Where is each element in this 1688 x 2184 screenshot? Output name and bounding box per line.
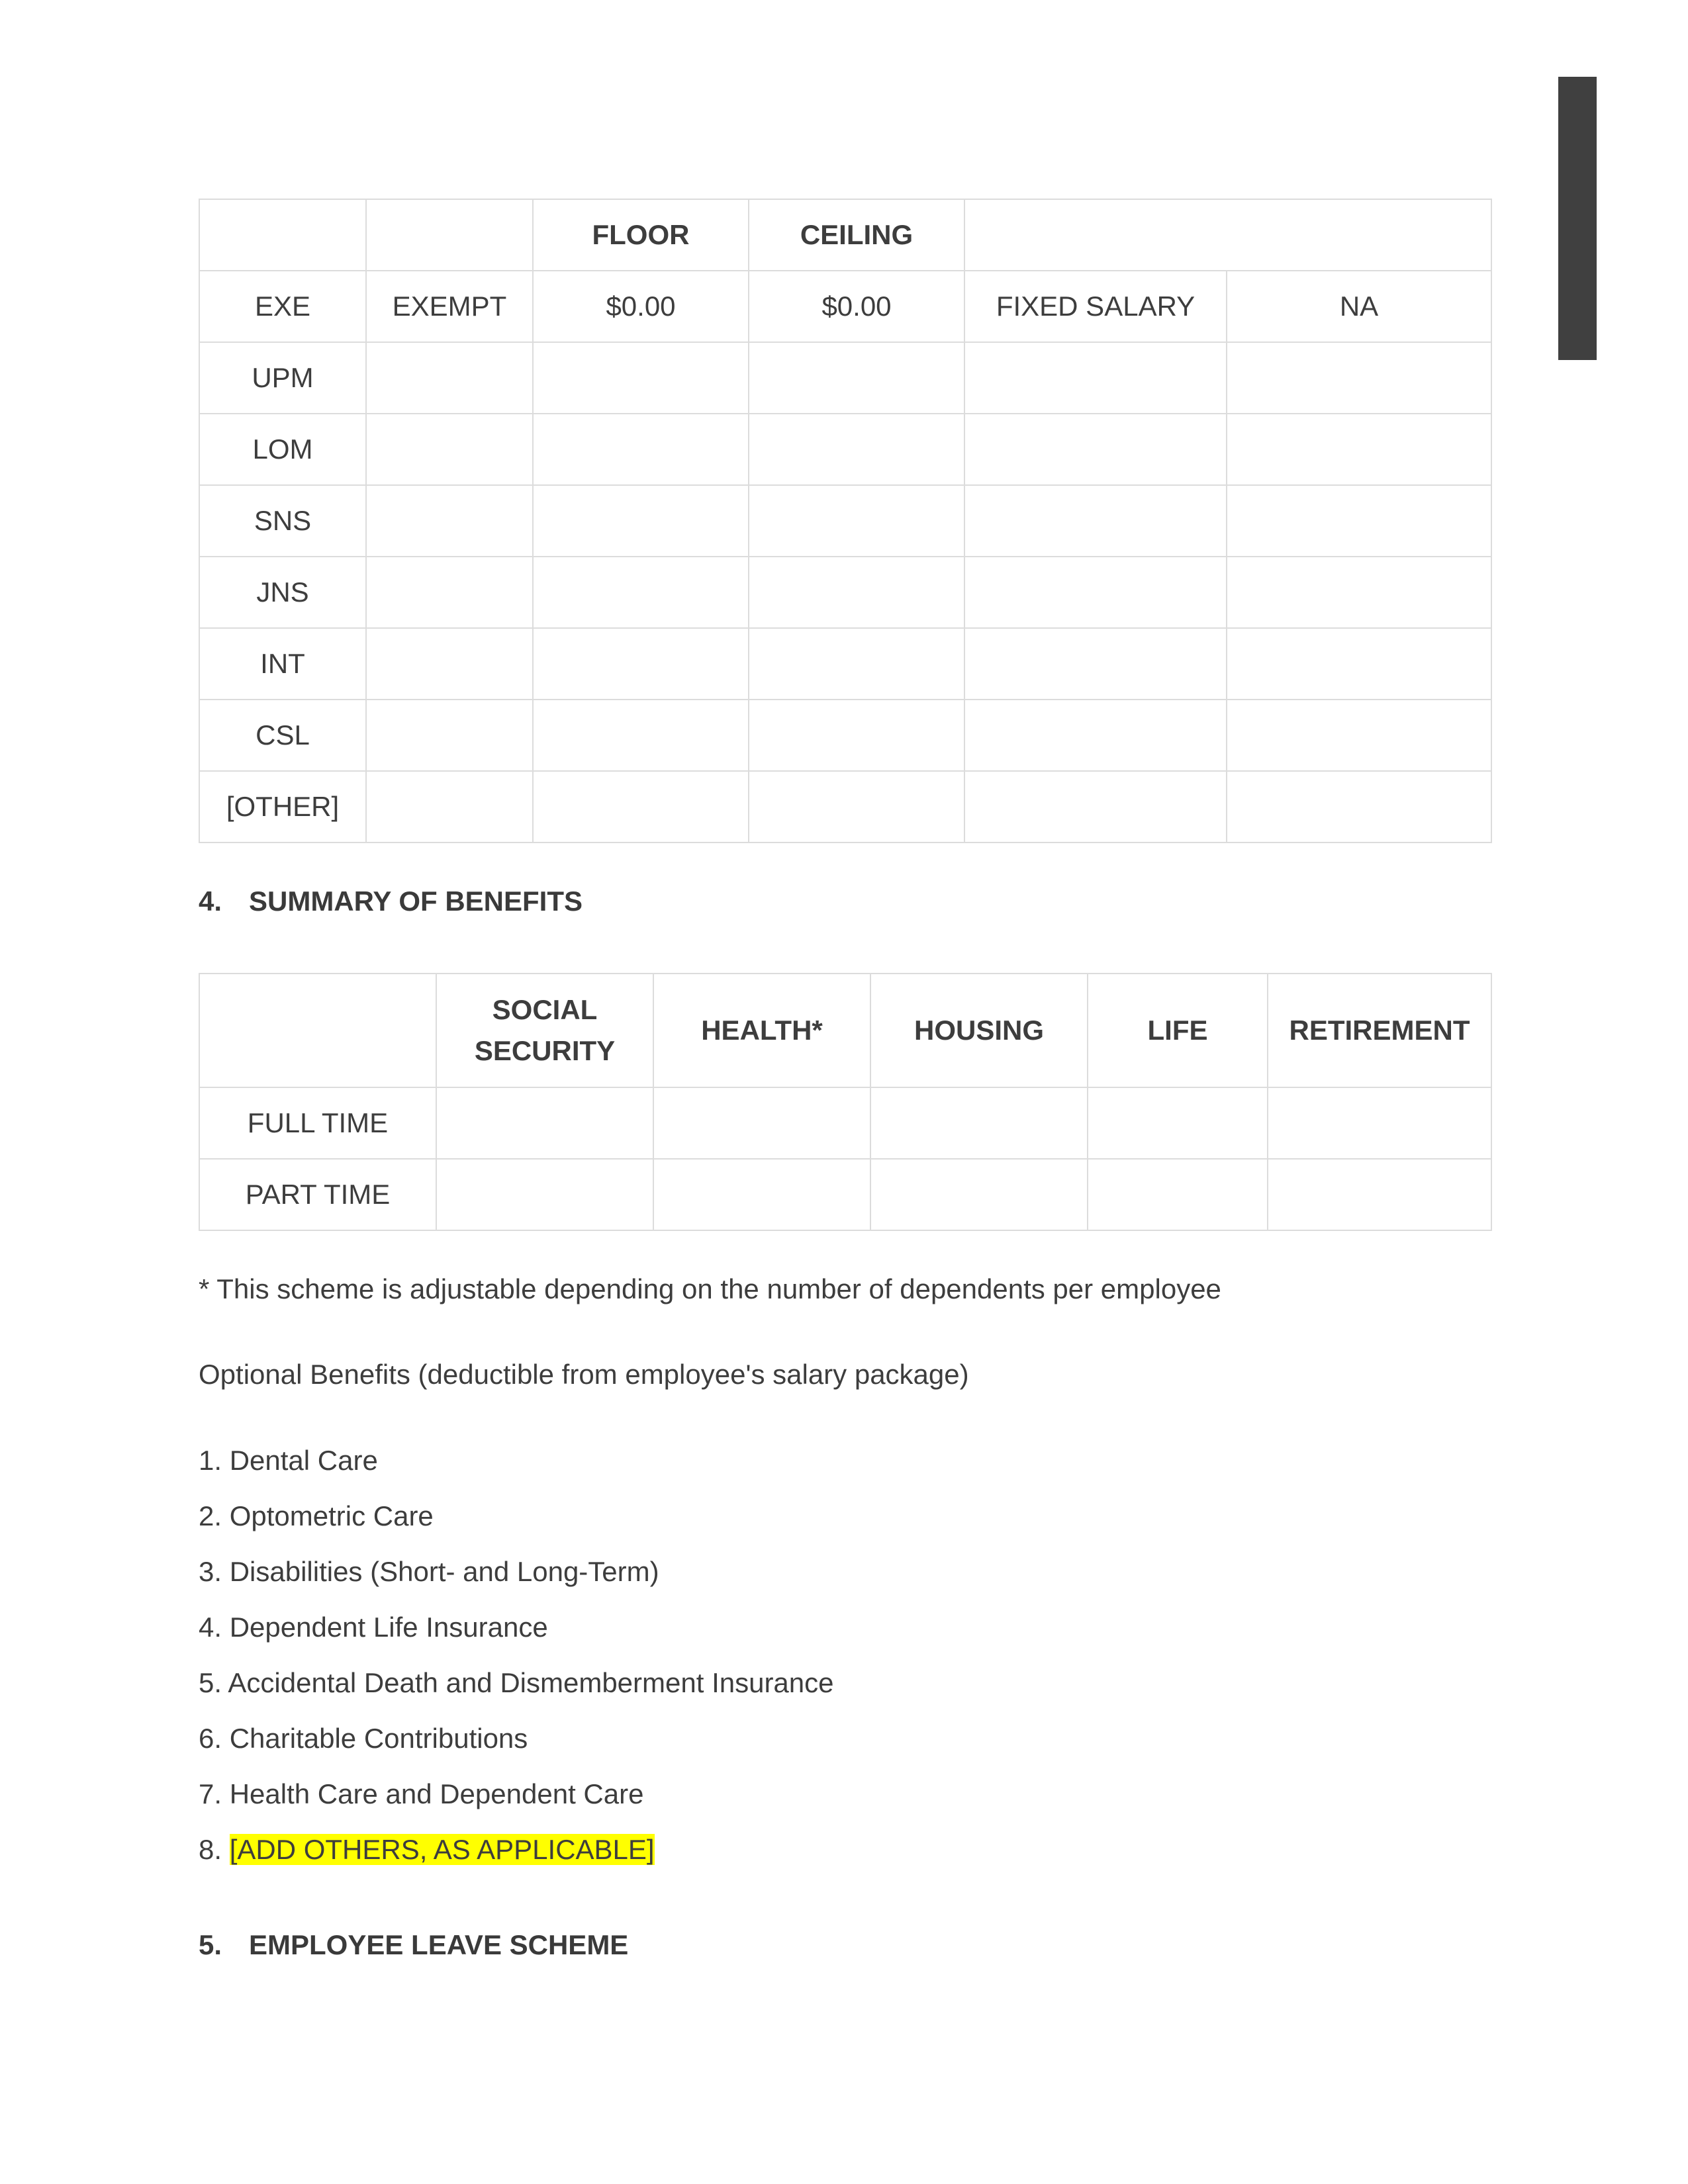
grade-code: CSL — [199, 700, 366, 771]
table-cell — [533, 700, 749, 771]
table-cell — [749, 414, 964, 485]
table-cell — [436, 1159, 653, 1230]
grade-code: [OTHER] — [199, 771, 366, 842]
header-floor: FLOOR — [533, 199, 749, 271]
item-text: Dental Care — [229, 1445, 378, 1476]
list-item — [199, 1444, 834, 1500]
list-item — [199, 1722, 834, 1778]
section-title: EMPLOYEE LEAVE SCHEME — [249, 1929, 629, 1960]
table-row — [199, 485, 1491, 557]
list-item — [199, 1833, 834, 1889]
table-row — [199, 271, 1491, 342]
table-cell — [964, 485, 1227, 557]
employment-type: FULL TIME — [199, 1087, 436, 1159]
header-cell — [366, 199, 533, 271]
table-cell — [964, 771, 1227, 842]
extra-value: NA — [1227, 271, 1491, 342]
grade-code: SNS — [199, 485, 366, 557]
ceiling-value: $0.00 — [749, 271, 964, 342]
table-cell — [366, 342, 533, 414]
item-number: 6. — [199, 1723, 222, 1754]
table-cell — [749, 628, 964, 700]
item-number: 8. — [199, 1834, 222, 1865]
table-cell — [653, 1159, 870, 1230]
table-cell — [533, 628, 749, 700]
list-item — [199, 1500, 834, 1555]
table-cell — [366, 771, 533, 842]
table-cell — [749, 485, 964, 557]
salary-type: FIXED SALARY — [964, 271, 1227, 342]
health-footnote: * This scheme is adjustable depending on the number of dependents per employee — [199, 1273, 1221, 1304]
table-cell — [749, 700, 964, 771]
section-heading-summary-of-benefits — [199, 886, 583, 917]
item-number: 1. — [199, 1445, 222, 1476]
salary-table — [199, 199, 1492, 843]
table-cell — [749, 342, 964, 414]
table-cell — [533, 414, 749, 485]
item-text: Health Care and Dependent Care — [229, 1778, 644, 1809]
item-number: 7. — [199, 1778, 222, 1809]
header-ceiling: CEILING — [749, 199, 964, 271]
table-row — [199, 771, 1491, 842]
table-cell — [749, 771, 964, 842]
benefits-header-row — [199, 974, 1491, 1087]
header-retirement: RETIREMENT — [1268, 974, 1491, 1087]
table-cell — [366, 414, 533, 485]
table-cell — [366, 557, 533, 628]
table-cell — [1227, 700, 1491, 771]
table-cell — [964, 342, 1227, 414]
header-social-security: SOCIAL SECURITY — [436, 974, 653, 1087]
grade-code: UPM — [199, 342, 366, 414]
header-cell — [964, 199, 1491, 271]
placeholder-highlight: [ADD OTHERS, AS APPLICABLE] — [229, 1834, 655, 1865]
table-cell — [653, 1087, 870, 1159]
table-cell — [1227, 557, 1491, 628]
item-text: Dependent Life Insurance — [229, 1612, 548, 1643]
optional-benefits-list — [199, 1444, 834, 1889]
item-text: Disabilities (Short- and Long-Term) — [229, 1556, 659, 1587]
list-item — [199, 1611, 834, 1666]
table-cell — [1227, 485, 1491, 557]
grade-code: EXE — [199, 271, 366, 342]
table-cell — [964, 414, 1227, 485]
header-health: HEALTH* — [653, 974, 870, 1087]
table-row — [199, 557, 1491, 628]
table-cell — [366, 485, 533, 557]
table-cell — [1227, 628, 1491, 700]
item-number: 5. — [199, 1667, 222, 1698]
table-cell — [870, 1159, 1088, 1230]
table-cell — [533, 342, 749, 414]
table-cell — [366, 700, 533, 771]
header-cell — [199, 199, 366, 271]
table-cell — [1227, 414, 1491, 485]
table-row — [199, 700, 1491, 771]
list-item — [199, 1666, 834, 1722]
item-number: 2. — [199, 1500, 222, 1531]
header-cell — [199, 974, 436, 1087]
table-cell — [964, 557, 1227, 628]
item-text: Accidental Death and Dismemberment Insurance — [228, 1667, 834, 1698]
list-item — [199, 1778, 834, 1833]
item-text: Optometric Care — [229, 1500, 434, 1531]
grade-code: JNS — [199, 557, 366, 628]
table-row — [199, 414, 1491, 485]
side-tab-marker — [1558, 77, 1597, 360]
floor-value: $0.00 — [533, 271, 749, 342]
item-number: 4. — [199, 1612, 222, 1643]
header-life: LIFE — [1088, 974, 1268, 1087]
table-cell — [1088, 1087, 1268, 1159]
header-housing: HOUSING — [870, 974, 1088, 1087]
table-row — [199, 628, 1491, 700]
table-cell — [366, 628, 533, 700]
benefits-table — [199, 973, 1492, 1231]
table-cell — [1227, 342, 1491, 414]
table-cell — [964, 700, 1227, 771]
table-cell — [749, 557, 964, 628]
table-cell — [533, 485, 749, 557]
table-row — [199, 1159, 1491, 1230]
table-row — [199, 342, 1491, 414]
section-number: 4. — [199, 886, 222, 917]
list-item — [199, 1555, 834, 1611]
optional-benefits-title: Optional Benefits (deductible from employee's salary package) — [199, 1359, 969, 1390]
table-cell — [1088, 1159, 1268, 1230]
table-cell — [1227, 771, 1491, 842]
grade-code: LOM — [199, 414, 366, 485]
table-cell — [964, 628, 1227, 700]
table-cell — [533, 557, 749, 628]
employment-type: PART TIME — [199, 1159, 436, 1230]
section-title: SUMMARY OF BENEFITS — [249, 886, 583, 917]
table-cell — [1268, 1087, 1491, 1159]
item-text: Charitable Contributions — [229, 1723, 528, 1754]
item-number: 3. — [199, 1556, 222, 1587]
section-number: 5. — [199, 1929, 222, 1960]
table-cell — [1268, 1159, 1491, 1230]
exemption-status: EXEMPT — [366, 271, 533, 342]
table-cell — [436, 1087, 653, 1159]
section-heading-employee-leave-scheme — [199, 1929, 628, 1961]
salary-header-row — [199, 199, 1491, 271]
grade-code: INT — [199, 628, 366, 700]
table-cell — [870, 1087, 1088, 1159]
table-cell — [533, 771, 749, 842]
table-row — [199, 1087, 1491, 1159]
